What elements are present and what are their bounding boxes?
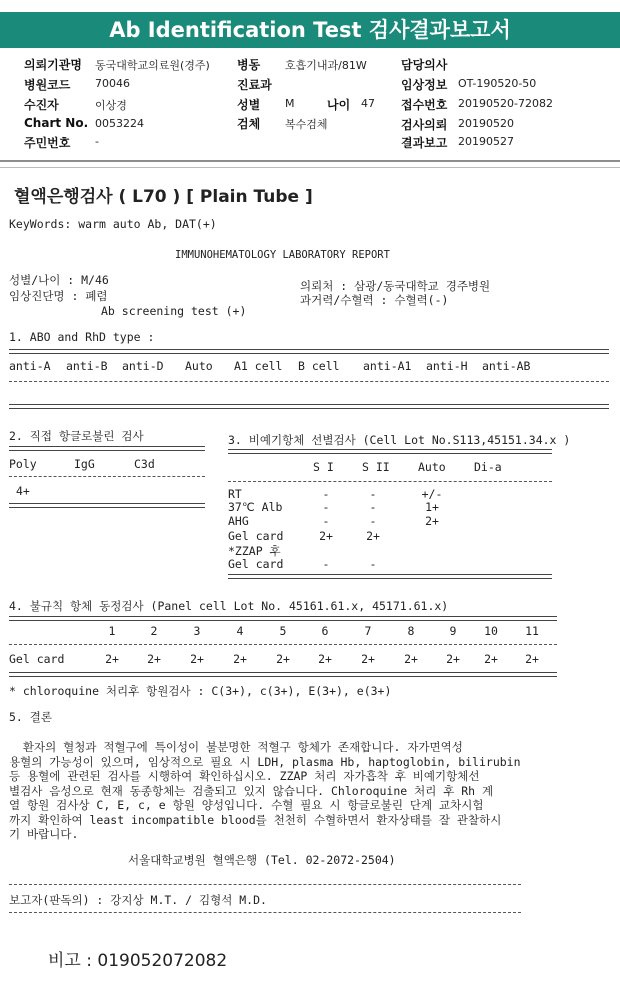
- test-heading: 혈액은행검사 ( L70 ) [ Plain Tube ]: [14, 187, 313, 207]
- abo-header-cell: anti-B: [66, 359, 108, 373]
- panel-value: 2+: [276, 652, 290, 666]
- rule: [9, 672, 557, 677]
- screen-header-auto: Auto: [418, 460, 446, 474]
- reporter: 보고자(판독의) : 강지상 M.T. / 김형석 M.D.: [9, 893, 267, 907]
- conclusion-line: 기 바랍니다.: [9, 827, 79, 841]
- memo: 비고 : 019052072082: [48, 951, 228, 971]
- screen-cell-s2: -: [369, 487, 377, 501]
- screen-cell-auto: 1+: [425, 500, 439, 514]
- screen-cell-s1: -: [322, 487, 330, 501]
- panel-value: 2+: [446, 652, 460, 666]
- rule: [9, 476, 205, 477]
- panel-row-label: Gel card: [9, 652, 65, 666]
- conclusion-line: 별검사 음성으로 현재 동종항체는 검출되고 있지 않습니다. Chloroquine 처리 후 Rh 계: [9, 783, 494, 798]
- abo-header-cell: A1 cell: [234, 359, 283, 373]
- panel-number: 7: [364, 624, 372, 638]
- screen-header-s1: S I: [313, 460, 334, 474]
- panel-number: 4: [236, 624, 244, 638]
- ward-value: 호흡기내과/81W: [285, 59, 367, 72]
- sex-label: 성별: [237, 98, 261, 112]
- chloroquine-note: * chloroquine 처리후 항원검사 : C(3+), c(3+), E(3+), e(3+): [9, 684, 392, 698]
- rule: [9, 503, 205, 508]
- divider: [0, 167, 620, 168]
- screen-cell-auto: +/-: [421, 487, 443, 501]
- panel-value: 2+: [233, 652, 247, 666]
- rule: [9, 446, 205, 451]
- request-label: 검사의뢰: [401, 118, 448, 132]
- rule: [9, 404, 609, 409]
- sex-value: M: [285, 97, 295, 110]
- lab-name: 서울대학교병원 혈액은행 (Tel. 02-2072-2504): [128, 853, 396, 867]
- history: 과거력/수혈력 : 수혈력(-): [300, 293, 449, 307]
- rule: [9, 912, 521, 913]
- screen-cell-s1: 2+: [319, 529, 333, 543]
- sex-age: 성별/나이 : M/46: [9, 273, 109, 287]
- diagnosis: 임상진단명 : 폐렴: [9, 289, 108, 303]
- age-value: 47: [361, 97, 375, 110]
- panel-value: 2+: [105, 652, 119, 666]
- conclusion-line: 환자의 혈청과 적혈구에 특이성이 불분명한 적혈구 항체가 존재합니다. 자가면역성: [9, 740, 463, 754]
- panel-value: 2+: [147, 652, 161, 666]
- panel-value: 2+: [484, 652, 498, 666]
- rule: [9, 616, 557, 621]
- panel-value: 2+: [404, 652, 418, 666]
- clinical-label: 임상정보: [401, 78, 448, 92]
- doctor-label: 담당의사: [401, 58, 448, 72]
- specimen-label: 검체: [237, 117, 261, 131]
- screen-row-label: RT: [228, 487, 242, 501]
- panel-value: 2+: [318, 652, 332, 666]
- panel-number: 2: [150, 624, 158, 638]
- screen-cell-s1: -: [322, 557, 330, 571]
- screen-cell-s2: 2+: [366, 529, 380, 543]
- panel-number: 11: [525, 624, 539, 638]
- rule: [9, 349, 609, 354]
- dat-value-poly: 4+: [16, 484, 30, 498]
- screen-row-label: Gel card: [228, 529, 284, 543]
- collector-value: 이상경: [95, 99, 127, 112]
- abo-header-cell: anti-A1: [363, 359, 412, 373]
- screen-cell-s2: -: [369, 557, 377, 571]
- screening-note: Ab screening test (+): [101, 304, 247, 318]
- screen-cell-s1: -: [322, 514, 330, 528]
- conclusion-text: [9, 740, 521, 842]
- section-panel-title: 4. 불규칙 항체 동정검사 (Panel cell Lot No. 45161.61.x, 45171.61.x): [9, 599, 449, 613]
- abo-header-cell: anti-D: [122, 359, 164, 373]
- rrn-value: -: [95, 135, 99, 148]
- screen-cell-s2: -: [369, 514, 377, 528]
- clinical-value: OT-190520-50: [458, 77, 537, 90]
- conclusion-line: 까지 확인하여 least incompatible blood를 천천히 수혈하면서 환자상태를 잘 관찰하시: [9, 812, 502, 827]
- rule: [9, 884, 521, 885]
- panel-number: 5: [279, 624, 287, 638]
- screen-cell-auto: 2+: [425, 514, 439, 528]
- section-abo-title: 1. ABO and RhD type :: [9, 330, 155, 344]
- screen-cell-s2: -: [369, 500, 377, 514]
- panel-number: 3: [193, 624, 201, 638]
- abo-header-cell: B cell: [298, 359, 340, 373]
- request-value: 20190520: [458, 117, 514, 130]
- abo-header-cell: anti-H: [426, 359, 468, 373]
- rule: [228, 574, 552, 579]
- screen-row-label: Gel card: [228, 557, 284, 571]
- panel-number: 6: [321, 624, 329, 638]
- screen-row-label: AHG: [228, 514, 249, 528]
- ward-label: 병동: [237, 58, 261, 72]
- abo-header-cell: anti-A: [9, 359, 51, 373]
- screen-header-s2: S II: [362, 460, 390, 474]
- section-screening-title: 3. 비예기항체 선별검사 (Cell Lot No.S113,45151.34.x ): [228, 433, 571, 447]
- collector-label: 수진자: [24, 98, 59, 112]
- dat-header-poly: Poly: [9, 457, 37, 471]
- specimen-value: 복수검체: [285, 118, 328, 131]
- panel-number: 10: [484, 624, 498, 638]
- rule: [9, 381, 609, 382]
- conclusion-line: 용혈의 가능성이 있으며, 임상적으로 필요 시 LDH, plasma Hb, haptoglobin, bilirubin: [9, 754, 521, 769]
- divider: [0, 160, 620, 162]
- conclusion-line: 등 용혈에 관련된 검사를 시행하여 확인하십시오. ZZAP 처리 자가흡착 후 비예기항체선: [9, 769, 480, 783]
- dat-header-igg: IgG: [74, 457, 95, 471]
- abo-header-cell: Auto: [185, 359, 213, 373]
- result-label: 결과보고: [401, 136, 448, 150]
- lab-title: IMMUNOHEMATOLOGY LABORATORY REPORT: [175, 249, 390, 261]
- rrn-label: 주민번호: [24, 136, 71, 150]
- report-title: Ab Identification Test 검사결과보고서: [0, 12, 620, 48]
- keywords: KeyWords: warm auto Ab, DAT(+): [9, 217, 217, 231]
- client: 의뢰처 : 삼광/동국대학교 경주병원: [300, 279, 491, 293]
- screen-row-label: *ZZAP 후: [228, 544, 281, 558]
- panel-number: 9: [449, 624, 457, 638]
- receipt-value: 20190520-72082: [458, 97, 553, 110]
- screen-cell-s1: -: [322, 500, 330, 514]
- chart-label: Chart No.: [24, 116, 89, 130]
- result-value: 20190527: [458, 135, 514, 148]
- hospital-value: 동국대학교의료원(경주): [95, 59, 210, 72]
- section-dat-title: 2. 직접 항글로불린 검사: [9, 429, 144, 443]
- conclusion-line: 열 항원 검사상 C, E, c, e 항원 양성입니다. 수혈 필요 시 항글로불린 단계 교차시험: [9, 798, 484, 812]
- rule: [228, 481, 552, 482]
- abo-header-cell: anti-AB: [482, 359, 531, 373]
- hospital-label: 의뢰기관명: [24, 58, 82, 72]
- chart-value: 0053224: [95, 117, 144, 130]
- dat-header-c3d: C3d: [134, 457, 155, 471]
- panel-number: 8: [407, 624, 415, 638]
- screen-row-label: 37℃ Alb: [228, 500, 283, 514]
- code-label: 병원코드: [24, 78, 71, 92]
- panel-value: 2+: [190, 652, 204, 666]
- panel-value: 2+: [525, 652, 539, 666]
- receipt-label: 접수번호: [401, 98, 448, 112]
- age-label: 나이: [327, 98, 351, 112]
- panel-number: 1: [108, 624, 116, 638]
- screen-header-dia: Di-a: [474, 460, 502, 474]
- rule: [9, 644, 557, 645]
- rule: [228, 449, 552, 454]
- dept-label: 진료과: [237, 78, 272, 92]
- code-value: 70046: [95, 77, 130, 90]
- panel-value: 2+: [361, 652, 375, 666]
- section-conclusion-title: 5. 결론: [9, 710, 52, 724]
